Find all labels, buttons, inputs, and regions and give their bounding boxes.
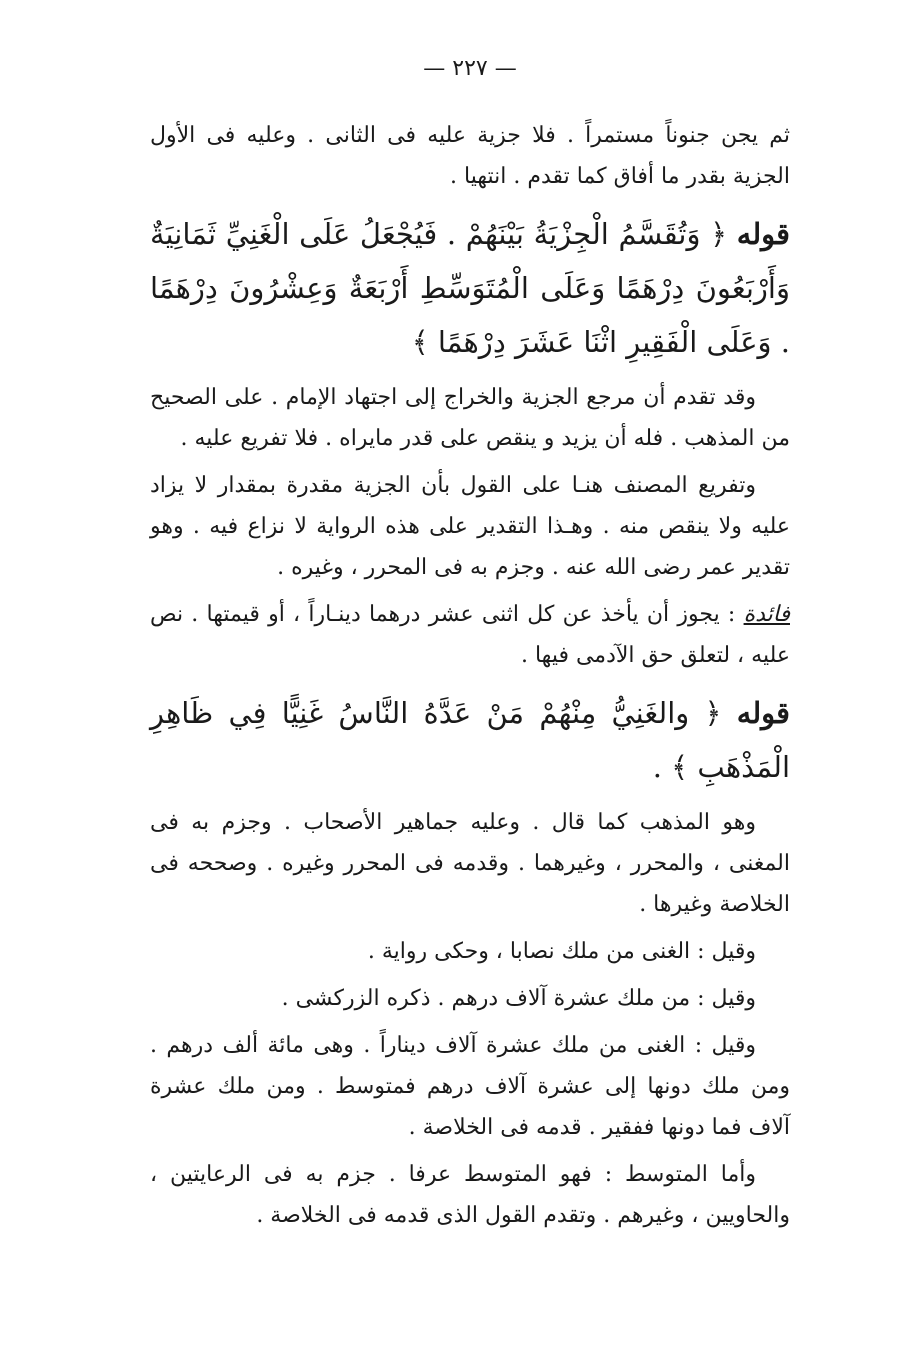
note-text: : يجوز أن يأخذ عن كل اثنى عشر درهما دينـاراً ، أو قيمتها . نص عليه ، لتعلق حق الآدمى فيها .	[150, 602, 790, 668]
quoted-text	[150, 207, 790, 369]
paragraph: وتفريع المصنف هنـا على القول بأن الجزية مقدرة بمقدار لا يزاد عليه ولا ينقص منه . وهـذا التقدير على هذه الرواية لا نزاع فيه . وهو تقدير عمر رضى الله عنه . وجزم به فى المحرر ، وغيره .	[150, 473, 790, 580]
paragraph: وقيل : الغنى من ملك نصابا ، وحكى رواية .	[367, 939, 756, 964]
qawl-label: قوله	[736, 217, 791, 251]
page-number: — ٢٢٧ —	[423, 56, 517, 81]
note-label: فائدة	[743, 602, 790, 627]
quoted-text	[150, 686, 790, 794]
qawl-label: قوله	[736, 696, 790, 730]
note-paragraph	[150, 594, 790, 676]
paragraph: وقيل : الغنى من ملك عشرة آلاف ديناراً . وهى مائة ألف درهم . ومن ملك دونها إلى عشرة آلاف درهم فمتوسط . ومن ملك عشرة آلاف فما دونها ففقير . قدمه فى الخلاصة .	[150, 1033, 790, 1140]
paragraph: وقد تقدم أن مرجع الجزية والخراج إلى اجتهاد الإمام . على الصحيح من المذهب . فله أن يزيد و ينقص على قدر مايراه . فلا تفريع عليه .	[150, 385, 790, 451]
paragraph: ثم يجن جنوناً مستمراً . فلا جزية عليه فى الثانى . وعليه فى الأول الجزية بقدر ما أفاق كما تقدم . انتهيا .	[150, 123, 790, 189]
quoted-matn: ﴿ وَتُقَسَّمُ الْجِزْيَةُ بَيْنَهُمْ . فَيُجْعَلُ عَلَى الْغَنِيِّ ثَمَانِيَةٌ وَأَرْبَعُونَ دِرْهَمًا وَعَلَى الْمُتَوَسِّطِ أَرْبَعَةٌ وَعِشْرُونَ دِرْهَمًا . وَعَلَى الْفَقِيرِ اثْنَا عَشَرَ دِرْهَمًا ﴾	[150, 217, 790, 359]
quoted-text-block	[150, 207, 790, 369]
quoted-text-block	[150, 686, 790, 794]
page-body	[150, 56, 790, 1242]
quoted-matn: ﴿ والغَنِيُّ مِنْهُمْ مَنْ عَدَّهُ النَّاسُ غَنِيًّا فِي ظَاهِرِ الْمَذْهَبِ ﴾ .	[150, 696, 790, 784]
paragraph: وأما المتوسط : فهو المتوسط عرفا . جزم به فى الرعايتين ، والحاويين ، وغيرهم . وتقدم القول الذى قدمه فى الخلاصة .	[150, 1162, 790, 1228]
paragraph: وقيل : من ملك عشرة آلاف درهم . ذكره الزركشى .	[281, 986, 756, 1011]
paragraph: وهو المذهب كما قال . وعليه جماهير الأصحاب . وجزم به فى المغنى ، والمحرر ، وغيرهما . وقدمه فى المحرر وغيره . وصححه فى الخلاصة وغيرها .	[150, 810, 790, 917]
